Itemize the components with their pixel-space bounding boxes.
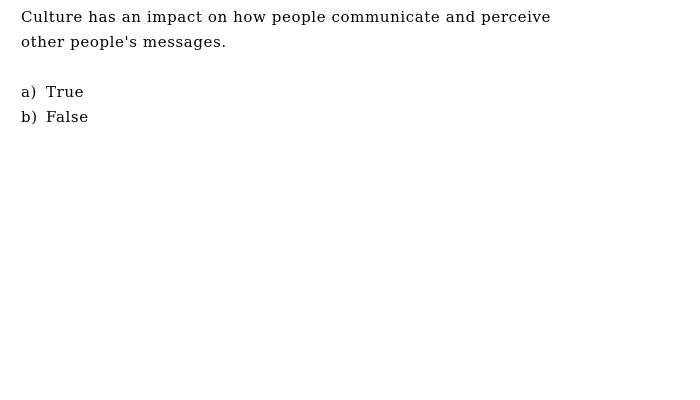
question-text <box>21 5 661 55</box>
option-letter: b) <box>21 108 38 126</box>
answer-options <box>21 80 661 130</box>
option-label: True <box>46 83 85 101</box>
quiz-question-block <box>21 5 661 130</box>
option-letter: a) <box>21 83 37 101</box>
answer-option-true[interactable] <box>21 80 661 105</box>
question-text-line-2: other people's messages. <box>21 33 227 51</box>
option-label: False <box>46 108 89 126</box>
answer-option-false[interactable] <box>21 105 661 130</box>
question-text-line-1: Culture has an impact on how people communicate and perceive <box>21 8 552 26</box>
